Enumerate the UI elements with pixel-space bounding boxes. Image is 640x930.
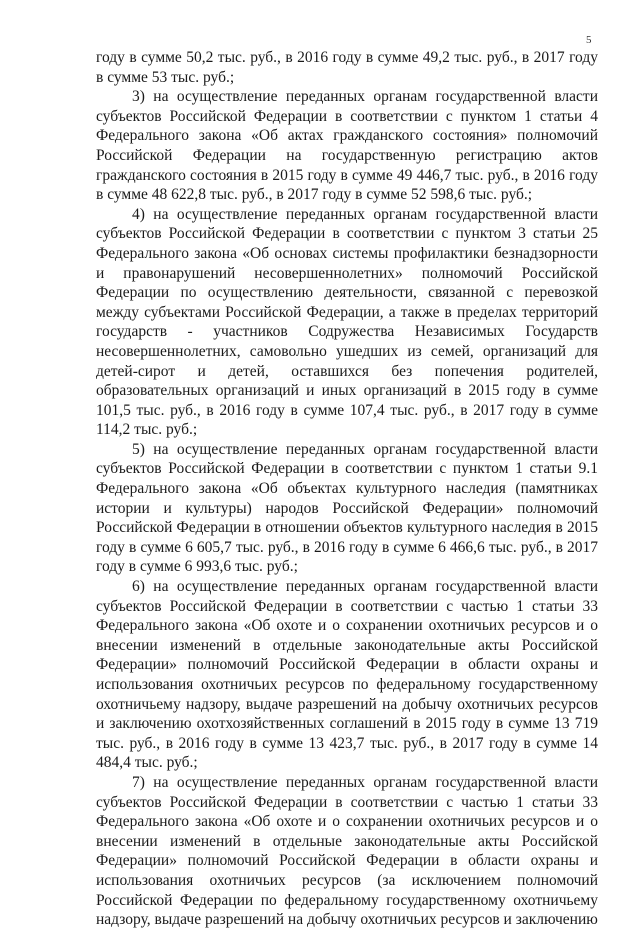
body-text: [96, 48, 598, 930]
paragraph-item-7: 7) на осуществление переданных органам государственной власти субъектов Российской Федерации в соответствии с частью 1 статьи 33 Федерального закона «Об охоте и о сохранении охотничьих ресурсов и о внесении изменений в отдельные законодательные акты Российской Федерации» полномочий Российской Федерации в области охраны и использования охотничьих ресурсов (за исключением полномочий Российской Федерации по федеральному государственному охотничьему надзору, выдаче разрешений на добычу охотничьих ресурсов и заключению: [96, 773, 598, 929]
paragraph-continuation: году в сумме 50,2 тыс. руб., в 2016 году в сумме 49,2 тыс. руб., в 2017 году в сумме 53 тыс. руб.;: [96, 49, 598, 86]
paragraph-item-3: 3) на осуществление переданных органам государственной власти субъектов Российской Федерации в соответствии с пунктом 1 статьи 4 Федерального закона «Об актах гражданского состояния» полномочий Российской Федерации на государственную регистрацию актов гражданского состояния в 2015 году в сумме 49 446,7 тыс. руб., в 2016 году в сумме 48 622,8 тыс. руб., в 2017 году в сумме 52 598,6 тыс. руб.;: [96, 88, 598, 204]
paragraph-item-5: 5) на осуществление переданных органам государственной власти субъектов Российской Федерации в соответствии с пунктом 1 статьи 9.1 Федерального закона «Об объектах культурного наследия (памятниках истории и культуры) народов Российской Федерации» полномочий Российской Федерации в отношении объектов культурного наследия в 2015 году в сумме 6 605,7 тыс. руб., в 2016 году в сумме 6 466,6 тыс. руб., в 2017 году в сумме 6 993,6 тыс. руб.;: [96, 440, 598, 576]
paragraph-item-6: 6) на осуществление переданных органам государственной власти субъектов Российской Федерации в соответствии с частью 1 статьи 33 Федерального закона «Об охоте и о сохранении охотничьих ресурсов и о внесении изменений в отдельные законодательные акты Российской Федерации» полномочий Российской Федерации в области охраны и использования охотничьих ресурсов по федеральному государственному охотничьему надзору, выдаче разрешений на добычу охотничьих ресурсов и заключению охотхозяйственных соглашений в 2015 году в сумме 13 719 тыс. руб., в 2016 году в сумме 13 423,7 тыс. руб., в 2017 году в сумме 14 484,4 тыс. руб.;: [96, 578, 598, 772]
paragraph-item-4: 4) на осуществление переданных органам государственной власти субъектов Российской Федерации в соответствии с пунктом 3 статьи 25 Федерального закона «Об основах системы профилактики безнадзорности и правонарушений несовершеннолетних» полномочий Российской Федерации по осуществлению деятельности, связанной с перевозкой между субъектами Российской Федерации, а также в пределах территорий государств - участников Содружества Независимых Государств несовершеннолетних, самовольно ушедших из семей, организаций для детей-сирот и детей, оставшихся без попечения родителей, образовательных организаций и иных организаций в 2015 году в сумме 101,5 тыс. руб., в 2016 году в сумме 107,4 тыс. руб., в 2017 году в сумме 114,2 тыс. руб.;: [96, 205, 598, 439]
page-number: 5: [586, 34, 592, 46]
